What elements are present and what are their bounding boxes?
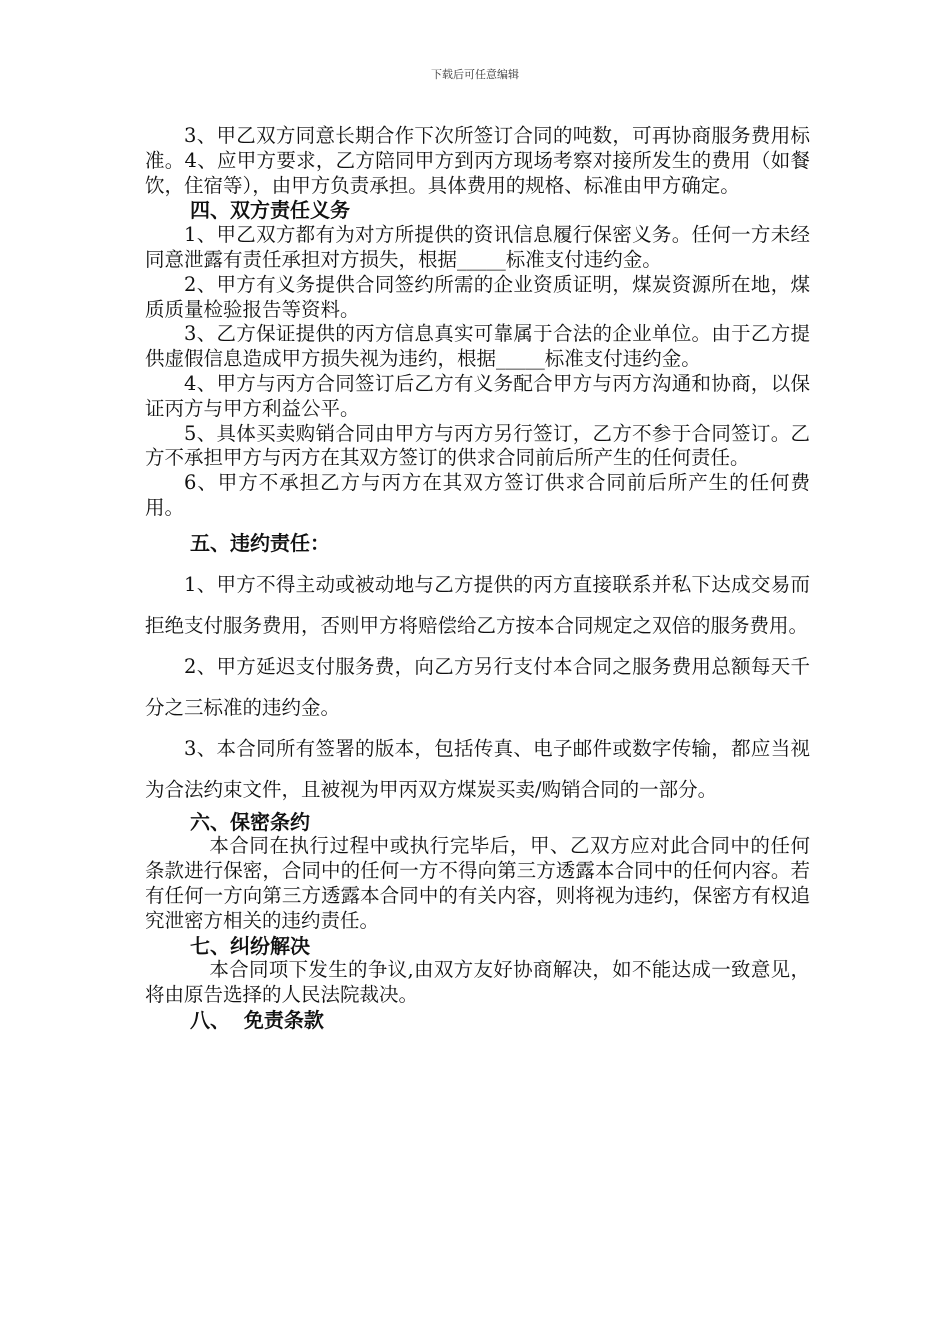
page-header: 下载后可任意编辑: [431, 68, 519, 81]
document-body: [145, 124, 810, 1033]
section-7-title: 七、纠纷解决: [190, 933, 310, 958]
section-6-title: 六、保密条约: [190, 809, 310, 834]
section-6-text: 本合同在执行过程中或执行完毕后，甲、乙双方应对此合同中的任何条款进行保密，合同中的任何一方不得向第三方透露本合同中的任何内容。若有任何一方向第三方透露本合同中的有关内容，则将视为违约，保密方有权追究泄密方相关的违约责任。: [145, 834, 810, 932]
section-8: [145, 1008, 810, 1033]
section-4-item-2: 2、甲方有义务提供合同签约所需的企业资质证明，煤炭资源所在地，煤质质量检验报告等资料。: [145, 272, 810, 321]
section-4-item-3: 3、乙方保证提供的丙方信息真实可靠属于合法的企业单位。由于乙方提供虚假信息造成甲方损失视为违约，根据_____标准支付违约金。: [145, 322, 810, 371]
section-4-item-4: 4、甲方与丙方合同签订后乙方有义务配合甲方与丙方沟通和协商，以保证丙方与甲方利益公平。: [145, 371, 810, 420]
section-7: [145, 934, 810, 1008]
section-4-title: 四、双方责任义务: [190, 198, 350, 223]
section-4-item-1: 1、甲乙双方都有为对方所提供的资讯信息履行保密义务。任何一方未经同意泄露有责任承担对方损失，根据_____标准支付违约金。: [145, 223, 810, 271]
section-5: [145, 531, 810, 810]
section-8-title: 八、 免责条款: [190, 1007, 324, 1032]
section-7-text: 本合同项下发生的争议,由双方友好协商解决，如不能达成一致意见，将由原告选择的人民法院裁决。: [145, 958, 810, 1007]
section-4-item-6: 6、甲方不承担乙方与丙方在其双方签订供求合同前后所产生的任何费用。: [145, 471, 810, 519]
section-4-item-5: 5、具体买卖购销合同由甲方与丙方另行签订，乙方不参于合同签订。乙方不承担甲方与丙方在其双方签订的供求合同前后所产生的任何责任。: [145, 421, 810, 470]
section-6: [145, 810, 810, 934]
section-4: [145, 198, 810, 520]
section-5-title: 五、违约责任：: [190, 530, 330, 555]
section-5-item-3: 3、本合同所有签署的版本，包括传真、电子邮件或数字传输，都应当视为合法约束文件，且被视为甲丙双方煤炭买卖/购销合同的一部分。: [145, 736, 810, 801]
section-5-item-1: 1、甲方不得主动或被动地与乙方提供的丙方直接联系并私下达成交易而拒绝支付服务费用，否则甲方将赔偿给乙方按本合同规定之双倍的服务费用。: [145, 572, 810, 637]
intro-paragraph: 3、甲乙双方同意长期合作下次所签订合同的吨数，可再协商服务费用标准。4、应甲方要求，乙方陪同甲方到丙方现场考察对接所发生的费用（如餐饮，住宿等），由甲方负责承担。具体费用的规格、标准由甲方确定。: [145, 124, 810, 197]
section-5-item-2: 2、甲方延迟支付服务费，向乙方另行支付本合同之服务费用总额每天千分之三标准的违约金。: [145, 654, 810, 719]
